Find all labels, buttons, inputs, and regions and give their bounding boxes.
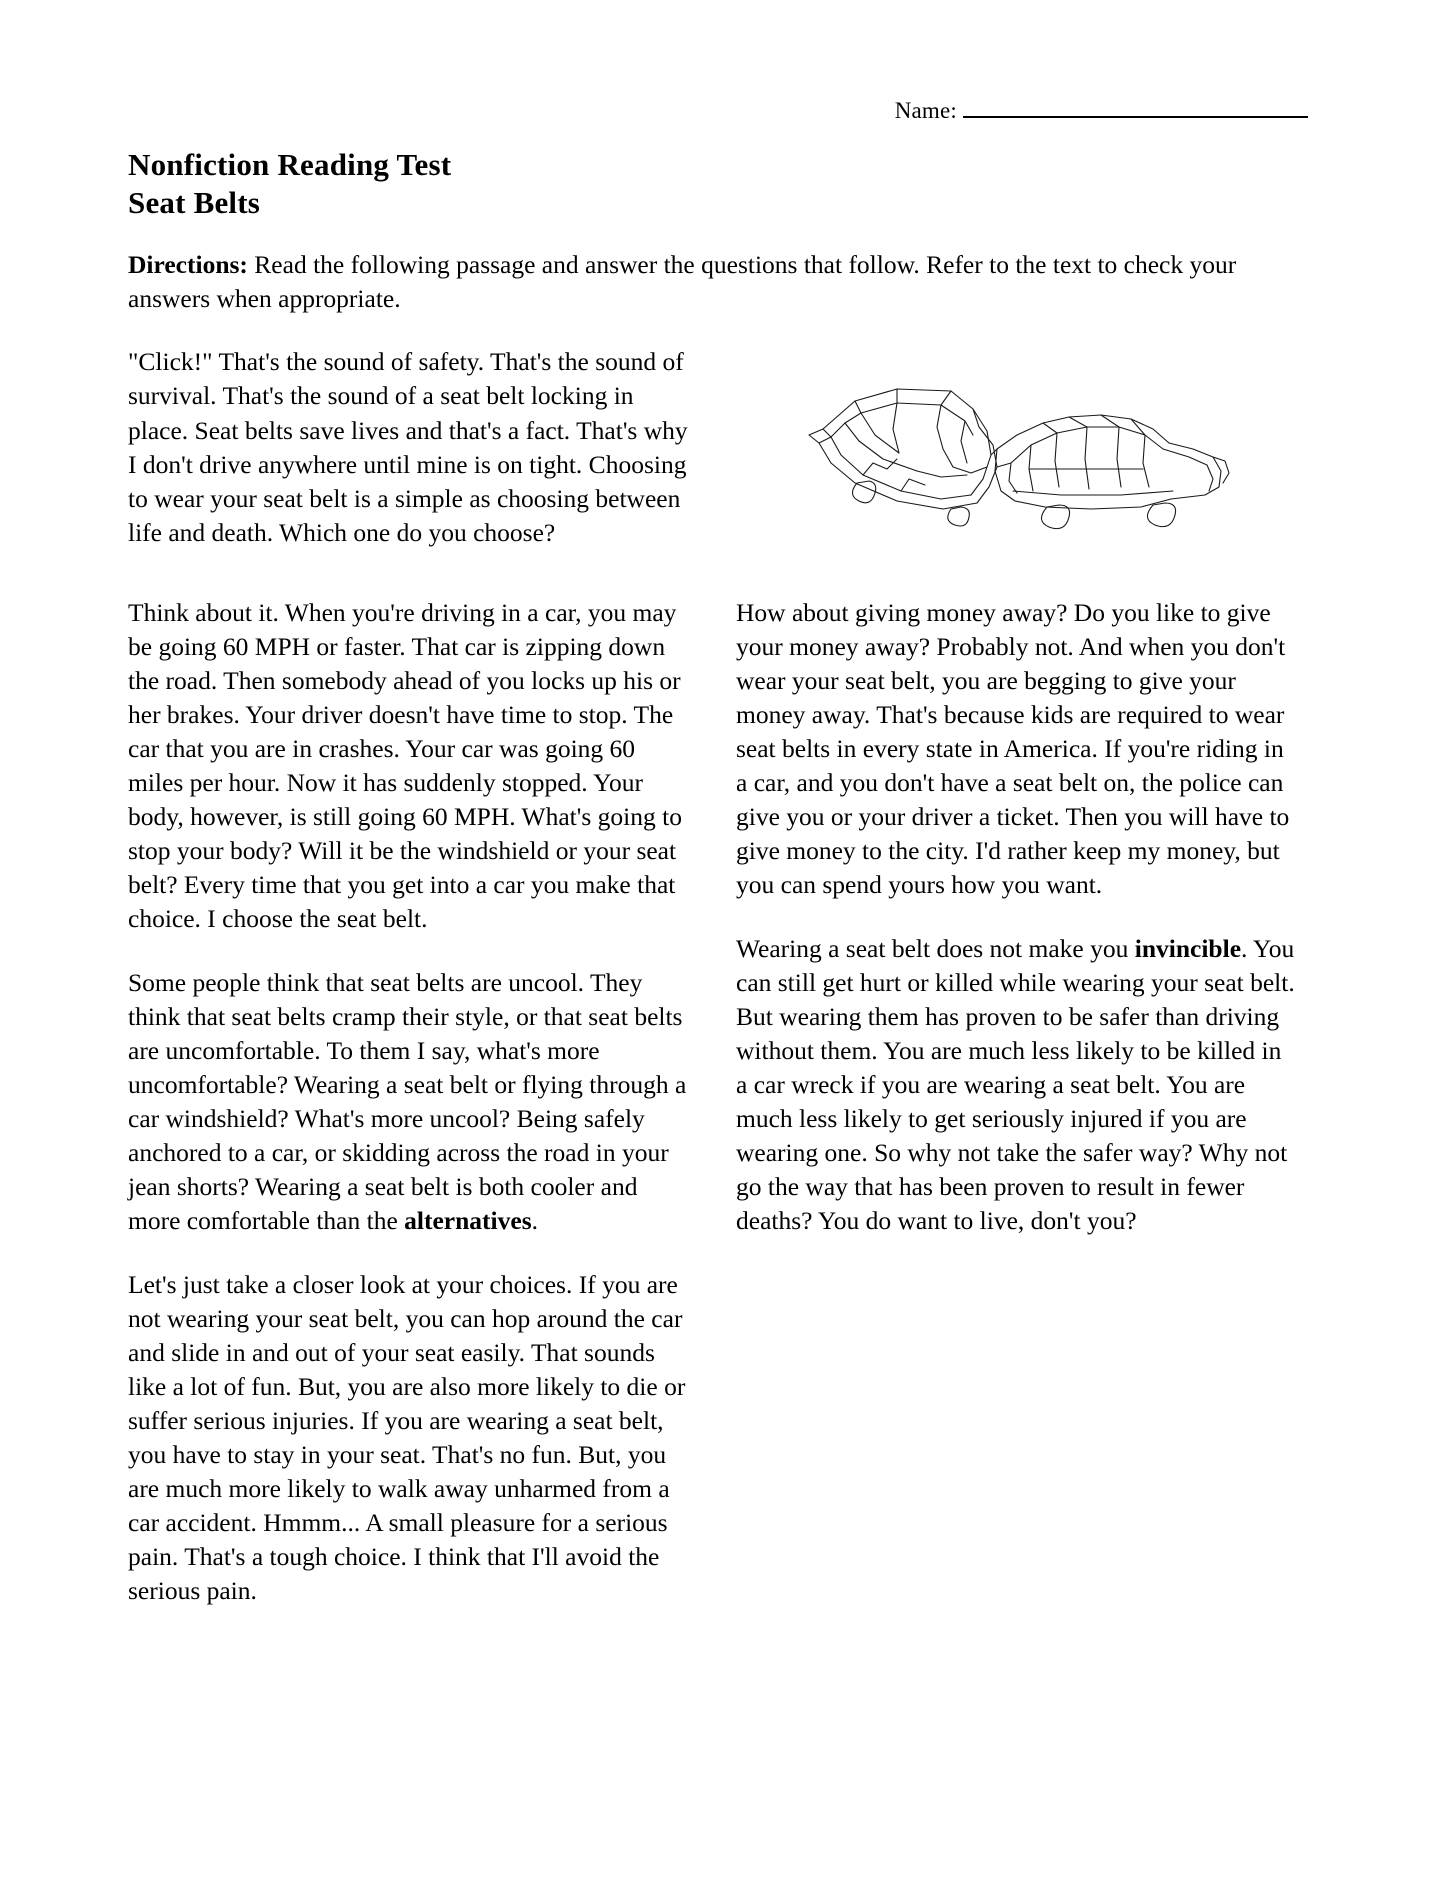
paragraph-choices: Let's just take a closer look at your choices. If you are not wearing your seat belt, you can hop around the car and slide in and out of your seat easily. That sounds like a lot of fun. But, you are also more likely to die or suffer serious injuries. If you are wearing a seat belt, you have to stay in your seat. That's no fun. But, you are much more likely to walk away unharmed from a car accident. Hmmm... A small pleasure for a serious pain. That's a tough choice. I think that I'll avoid the serious pain. <box>128 1270 686 1606</box>
uncool-bold-term: alternatives <box>404 1206 532 1236</box>
body-columns <box>128 596 1318 1639</box>
directions <box>128 248 1318 316</box>
car-crash-icon <box>801 383 1231 558</box>
uncool-text-before: Some people think that seat belts are uncool. They think that seat belts cramp their style, or that seat belts are uncomfortable. To them I say, what's more uncomfortable? Wearing a seat belt or flying through a car windshield? What's more uncool? Being safely anchored to a car, or skidding across the road in your jean shorts? Wearing a seat belt is both cooler and more comfortable than the <box>128 967 687 1236</box>
directions-label: Directions: <box>128 249 248 279</box>
invincible-bold-term: invincible <box>1134 933 1242 963</box>
paragraph-think-about-it: Think about it. When you're driving in a car, you may be going 60 MPH or faster. That car is zipping down the road. Then somebody ahead of you locks up his or her brakes. Your driver doesn't have time to stop. The car that you are in crashes. Your car was going 60 miles per hour. Now it has suddenly stopped. Your body, however, is still going 60 MPH. What's going to stop your body? Will it be the windshield or your seat belt? Every time that you get into a car you make that choice. I choose the seat belt. <box>128 597 682 933</box>
intro-section <box>128 345 1318 579</box>
name-input-line[interactable] <box>963 96 1308 118</box>
right-column <box>736 596 1296 1269</box>
paragraph-uncool <box>128 966 688 1238</box>
intro-column <box>128 345 688 579</box>
title-line-1: Nonfiction Reading Test <box>128 147 452 182</box>
invincible-text-before: Wearing a seat belt does not make you <box>736 933 1135 963</box>
paragraph-money: How about giving money away? Do you like to give your money away? Probably not. And when you don't wear your seat belt, you are begging to give your money away. That's because kids are required to wear seat belts in every state in America. If you're riding in a car, and you don't have a seat belt on, the police can give you or your driver a ticket. Then you will have to give money to the city. I'd rather keep my money, but you can spend yours how you want. <box>736 597 1290 899</box>
page-title <box>128 146 1318 222</box>
worksheet-content <box>128 96 1318 1639</box>
title-line-2: Seat Belts <box>128 184 261 220</box>
intro-paragraph: "Click!" That's the sound of safety. That's the sound of survival. That's the sound of a seat belt locking in place. Seat belts save lives and that's a fact. That's why I don't drive anywhere until mine is on tight. Choosing to wear your seat belt is a simple as choosing between life and death. Which one do you choose? <box>128 347 688 547</box>
uncool-text-after: . <box>531 1206 538 1236</box>
name-label: Name: <box>894 98 957 123</box>
invincible-text-after: . You can still get hurt or killed while wearing your seat belt. But wearing them has proven to be safer than driving without them. You are much less likely to be killed in a car wreck if you are wearing a seat belt. You are much less likely to get seriously injured if you are wearing one. So why not take the safer way? Why not go the way that has been proven to result in fewer deaths? You do want to live, don't you? <box>736 933 1295 1236</box>
paragraph-invincible <box>736 932 1296 1238</box>
directions-text: Read the following passage and answer the questions that follow. Refer to the text to check your answers when appropriate. <box>128 249 1237 313</box>
name-field-row <box>128 96 1318 124</box>
left-column <box>128 596 688 1639</box>
illustration-column <box>714 345 1318 558</box>
